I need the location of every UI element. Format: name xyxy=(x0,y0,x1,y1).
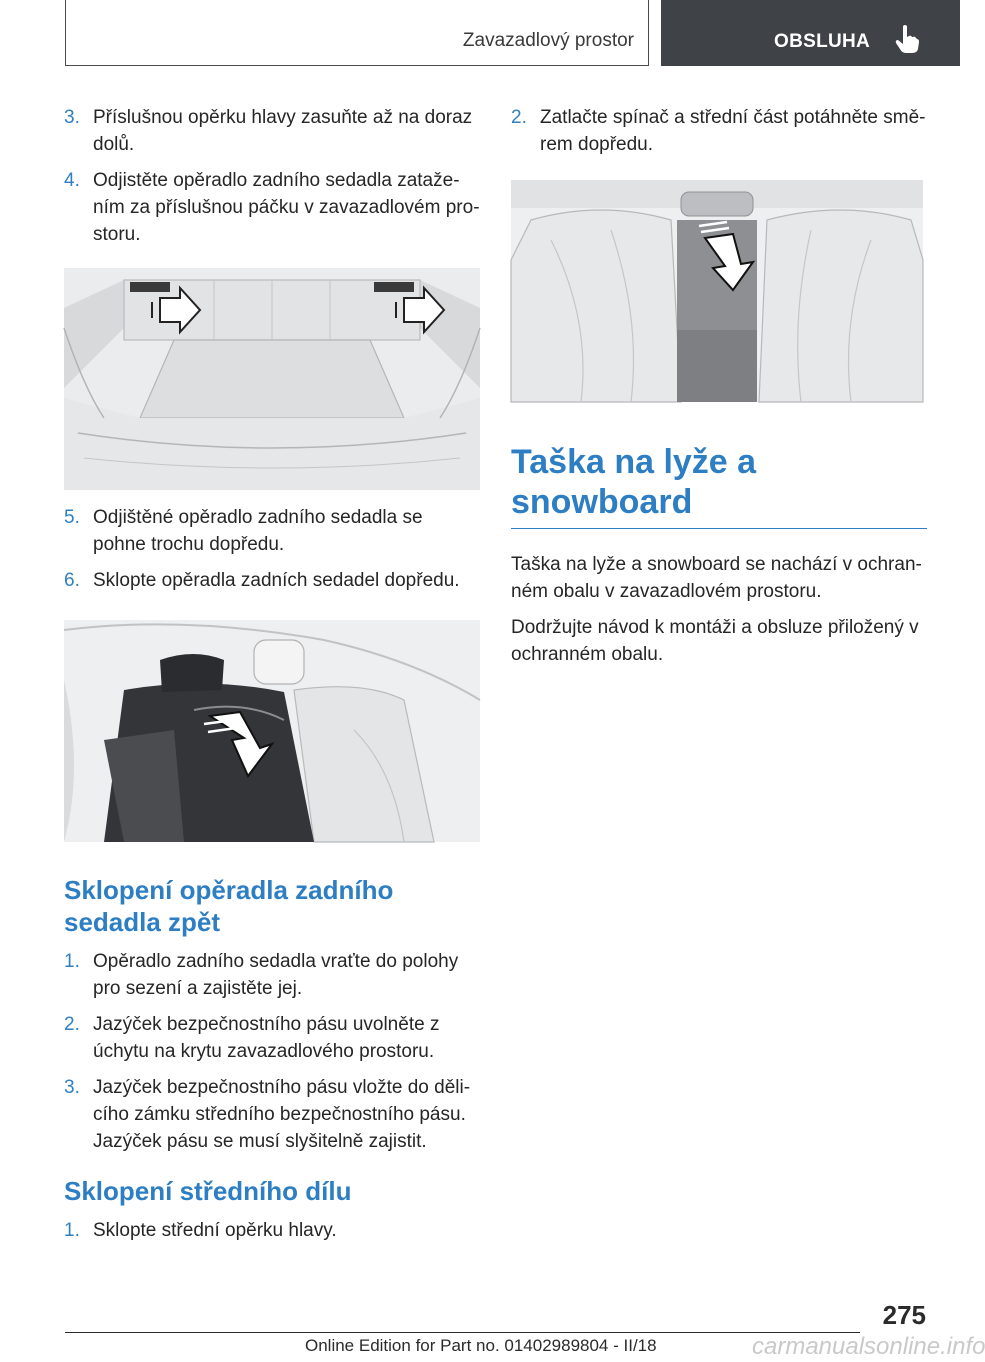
step-number: 2. xyxy=(511,107,527,128)
fold-backrest-figure xyxy=(64,620,480,842)
step-text: Sklopte střední opěrku hlavy. xyxy=(93,1220,337,1241)
step-text: Odjistěte opěradlo zadního sedadla zatažením za příslušnou páčku v zavazadlovém prostoru. xyxy=(93,170,480,245)
list-item xyxy=(64,1011,480,1065)
footer-edition: Online Edition for Part no. 01402989804 - II/18 xyxy=(305,1336,657,1355)
header-chapter-box xyxy=(661,0,960,66)
step-text: Sklopte opěradla zadních sedadel dopředu. xyxy=(93,570,460,591)
list-item xyxy=(64,504,480,558)
step-number: 1. xyxy=(64,1220,80,1241)
footer-rule xyxy=(65,1332,860,1333)
list-item xyxy=(64,948,480,1002)
middle-section-figure xyxy=(511,180,923,402)
trunk-levers-figure xyxy=(64,268,480,490)
list-item xyxy=(64,567,480,594)
list-item xyxy=(511,104,927,158)
step-text: Opěradlo zadního sedadla vraťte do polohy pro sezení a zajistěte jej. xyxy=(93,951,459,999)
step-number: 1. xyxy=(64,951,80,972)
chapter-title: OBSLUHA xyxy=(774,31,871,52)
step-number: 3. xyxy=(64,1077,80,1098)
section-heading-main: Taška na lyže a snowboard xyxy=(511,442,927,529)
list-item xyxy=(64,167,480,248)
section-heading: Sklopení opěradla zadního sedadla zpět xyxy=(64,875,394,937)
page-number: 275 xyxy=(882,1300,926,1330)
paragraph: Dodržujte návod k montáži a obsluze přiložený v ochranném obalu. xyxy=(511,617,919,665)
step-number: 5. xyxy=(64,507,80,528)
list-item xyxy=(64,1217,480,1244)
step-text: Jazýček bezpečnostního pásu vložte do dělicího zámku středního bezpečnostního pásu. Jazýček pásu se musí slyšitelně zajistit. xyxy=(93,1077,471,1152)
list-item xyxy=(64,1074,480,1155)
right-column xyxy=(511,104,927,677)
step-number: 4. xyxy=(64,170,80,191)
pointing-hand-icon xyxy=(894,24,920,54)
step-number: 3. xyxy=(64,107,80,128)
step-text: Jazýček bezpečnostního pásu uvolněte z úchytu na krytu zavazadlového prostoru. xyxy=(93,1014,440,1062)
footer-watermark: carmanualsonline.info xyxy=(752,1333,985,1360)
step-text: Zatlačte spínač a střední část potáhněte směrem dopředu. xyxy=(540,107,926,155)
step-text: Příslušnou opěrku hlavy zasuňte až na doraz dolů. xyxy=(93,107,473,155)
left-column xyxy=(64,104,480,1253)
section-title: Zavazadlový prostor xyxy=(462,30,634,51)
step-text: Odjištěné opěradlo zadního sedadla se pohne trochu dopředu. xyxy=(93,507,423,555)
list-item xyxy=(64,104,480,158)
section-heading: Sklopení středního dílu xyxy=(64,1176,352,1206)
step-number: 6. xyxy=(64,570,80,591)
header-section-box xyxy=(65,0,649,66)
paragraph: Taška na lyže a snowboard se nachází v ochranném obalu v zavazadlovém prostoru. xyxy=(511,554,922,602)
step-number: 2. xyxy=(64,1014,80,1035)
